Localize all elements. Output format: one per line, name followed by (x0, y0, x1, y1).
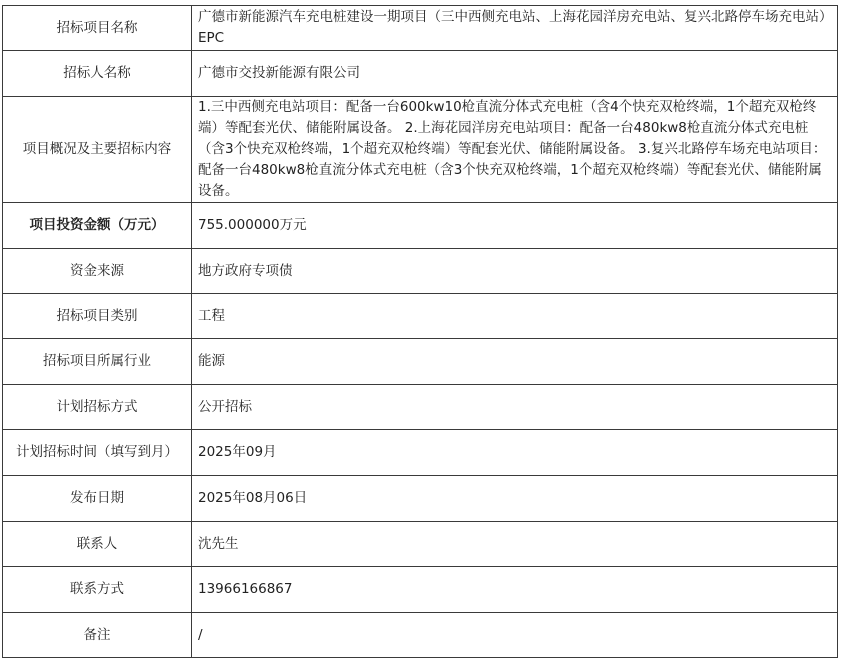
row-value-publish-date: 2025年08月06日 (192, 476, 838, 522)
table-row (3, 430, 838, 476)
table-row (3, 385, 838, 430)
row-value-project-name: 广德市新能源汽车充电桩建设一期项目（三中西侧充电站、上海花园洋房充电站、复兴北路停车场充电站）EPC (192, 6, 838, 51)
row-value-contact-person: 沈先生 (192, 522, 838, 567)
row-value-overview: 1.三中西侧充电站项目：配备一台600kw10枪直流分体式充电桩（含4个快充双枪终端，1个超充双枪终端）等配套光伏、储能附属设备。 2.上海花园洋房充电站项目：配备一台480kw8枪直流分体式充电桩（含3个快充双枪终端，1个超充双枪终端）等配套光伏、储能附属设备。 3.复兴北路停车场充电站项目：配备一台480kw8枪直流分体式充电桩（含3个快充双枪终端，1个超充双枪终端）等配套光伏、储能附属设备。 (192, 97, 838, 203)
row-label-investment: 项目投资金额（万元） (3, 203, 192, 249)
row-value-remarks: / (192, 613, 838, 658)
row-value-investment: 755.000000万元 (192, 203, 838, 249)
row-label-contact-person: 联系人 (3, 522, 192, 567)
row-value-planned-time: 2025年09月 (192, 430, 838, 476)
row-label-publish-date: 发布日期 (3, 476, 192, 522)
row-label-category: 招标项目类别 (3, 294, 192, 339)
row-label-contact-info: 联系方式 (3, 567, 192, 613)
row-label-method: 计划招标方式 (3, 385, 192, 430)
table-row (3, 294, 838, 339)
table-row (3, 51, 838, 97)
row-label-planned-time: 计划招标时间（填写到月） (3, 430, 192, 476)
table-row (3, 613, 838, 658)
row-value-category: 工程 (192, 294, 838, 339)
table-row (3, 6, 838, 51)
row-value-contact-info: 13966166867 (192, 567, 838, 613)
table-row (3, 97, 838, 203)
tender-info-table (2, 5, 838, 658)
table-row (3, 522, 838, 567)
row-label-industry: 招标项目所属行业 (3, 339, 192, 385)
row-label-fund-source: 资金来源 (3, 249, 192, 294)
table-row (3, 476, 838, 522)
row-value-tenderer: 广德市交投新能源有限公司 (192, 51, 838, 97)
row-value-method: 公开招标 (192, 385, 838, 430)
table-row (3, 203, 838, 249)
row-label-overview: 项目概况及主要招标内容 (3, 97, 192, 203)
row-value-industry: 能源 (192, 339, 838, 385)
table-row (3, 339, 838, 385)
row-label-tenderer: 招标人名称 (3, 51, 192, 97)
row-label-project-name: 招标项目名称 (3, 6, 192, 51)
table-row (3, 249, 838, 294)
row-value-fund-source: 地方政府专项债 (192, 249, 838, 294)
row-label-remarks: 备注 (3, 613, 192, 658)
table-row (3, 567, 838, 613)
